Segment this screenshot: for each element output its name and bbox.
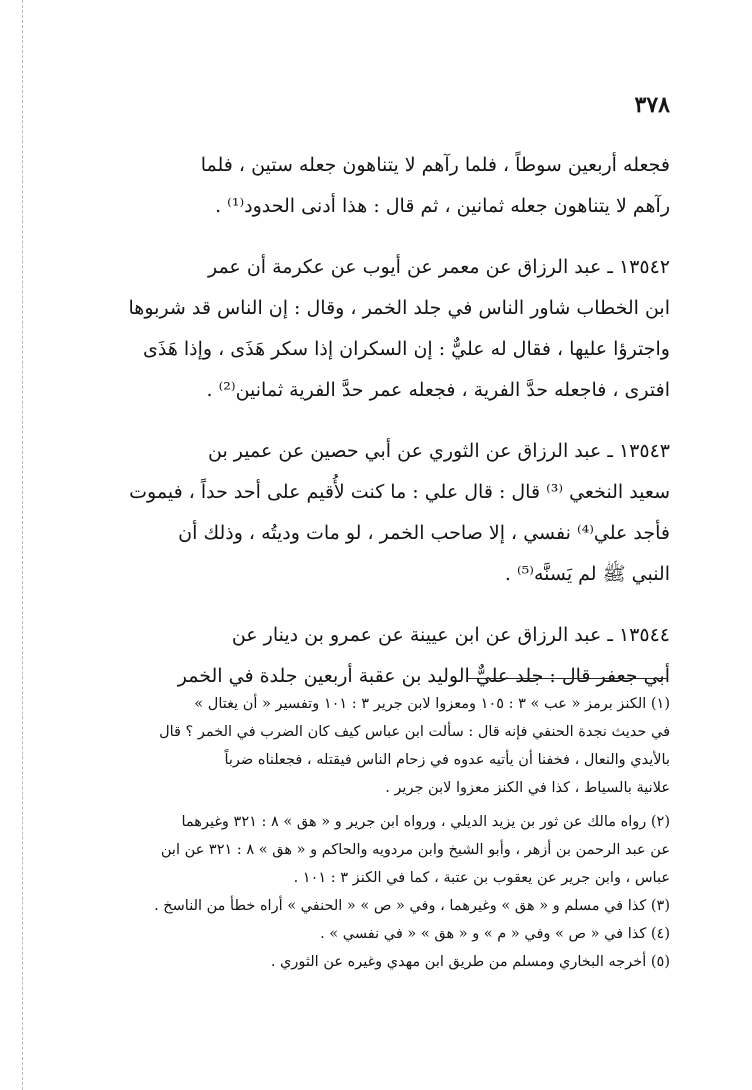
footnote-line: في حديث نجدة الحنفي فإنه قال : سألت ابن عباس كيف كان الضرب في الخمر ؟ قال: [159, 724, 670, 740]
text-line: افترى ، فاجعله حدَّ الفرية ، فجعله عمر حدَّ الفرية ثمانين⁽²⁾ .: [206, 379, 670, 401]
text-line: رآهم لا يتناهون جعله ثمانين ، ثم قال : هذا أدنى الحدود⁽¹⁾ .: [215, 195, 670, 217]
text-line: واجترؤا عليها ، فقال له عليٌّ : إن السكران إذا سكر هَذَى ، وإذا هَذَى: [142, 338, 670, 360]
text-line: فأجد علي⁽⁴⁾ نفسي ، إلا صاحب الخمر ، لو مات وديتُه ، وذلك أن: [178, 522, 670, 544]
footnote-line: (٥) أخرجه البخاري ومسلم من طريق ابن مهدي وغيره عن الثوري .: [270, 954, 670, 970]
main-text: [70, 145, 670, 697]
footnote-1: [70, 690, 670, 802]
margin-guide-line: [22, 0, 23, 1090]
hadith-13544: [70, 615, 670, 697]
footnote-line: علانية بالسياط ، كذا في الكنز معزوا لابن جرير .: [385, 780, 670, 796]
text-line: ١٣٥٤٢ ـ عبد الرزاق عن معمر عن أيوب عن عكرمة أن عمر: [207, 256, 670, 278]
footnote-line: (٢) رواه مالك عن ثور بن يزيد الديلي ، ورواه ابن جرير و « هق » ٨ : ٣٢١ وغيرهما: [181, 814, 670, 830]
footnote-line: بالأيدي والنعال ، فخفنا أن يأتيه عدوه في زحام الناس فيقتله ، فجعلناه ضرباً: [224, 752, 670, 768]
hadith-13542: [70, 247, 670, 411]
hadith-13543: [70, 431, 670, 595]
text-line: فجعله أربعين سوطاً ، فلما رآهم لا يتناهون جعله ستين ، فلما: [200, 154, 670, 176]
footnote-4: [70, 920, 670, 948]
footnote-line: (٣) كذا في مسلم و « هق » وغيرهما ، وفي « ص » « الحنفي » أراه خطأ من الناسخ .: [154, 898, 670, 914]
footnote-3: [70, 892, 670, 920]
text-line: ١٣٥٤٤ ـ عبد الرزاق عن ابن عيينة عن عمرو بن دينار عن: [231, 624, 670, 646]
footnote-line: (١) الكنز برمز « عب » ٣ : ١٠٥ ومعزوا لابن جرير ٣ : ١٠١ وتفسير « أن يغتال »: [194, 696, 670, 712]
text-line: ابن الخطاب شاور الناس في جلد الخمر ، وقال : إن الناس قد شربوها: [128, 297, 670, 319]
footnote-separator: [468, 678, 668, 679]
footnote-line: عن عبد الرحمن بن أزهر ، وأبو الشيخ وابن مردويه والحاكم و « هق » ٨ : ٣٢١ عن ابن: [160, 842, 670, 858]
text-line: النبي ﷺ لم يَسنَّه⁽⁵⁾ .: [504, 563, 670, 585]
text-line: سعيد النخعي ⁽³⁾ قال : قال علي : ما كنت لأُقيم على أحد حداً ، فيموت: [129, 481, 670, 503]
paragraph-continuation: [70, 145, 670, 227]
text-line: ١٣٥٤٣ ـ عبد الرزاق عن الثوري عن أبي حصين عن عمير بن: [208, 440, 670, 462]
footnotes: [70, 690, 670, 976]
footnote-line: عباس ، وابن جرير عن يعقوب بن عتبة ، كما في الكنز ٣ : ١٠١ .: [293, 870, 670, 886]
footnote-line: (٤) كذا في « ص » وفي « م » و « هق » « في نفسي » .: [320, 926, 670, 942]
footnote-5: [70, 948, 670, 976]
text-line: أبي جعفر قال : جلد عليٌّ الوليد بن عقبة أربعين جلدة في الخمر: [177, 665, 670, 687]
footnote-2: [70, 808, 670, 892]
page-number: ٣٧٨: [634, 92, 670, 118]
